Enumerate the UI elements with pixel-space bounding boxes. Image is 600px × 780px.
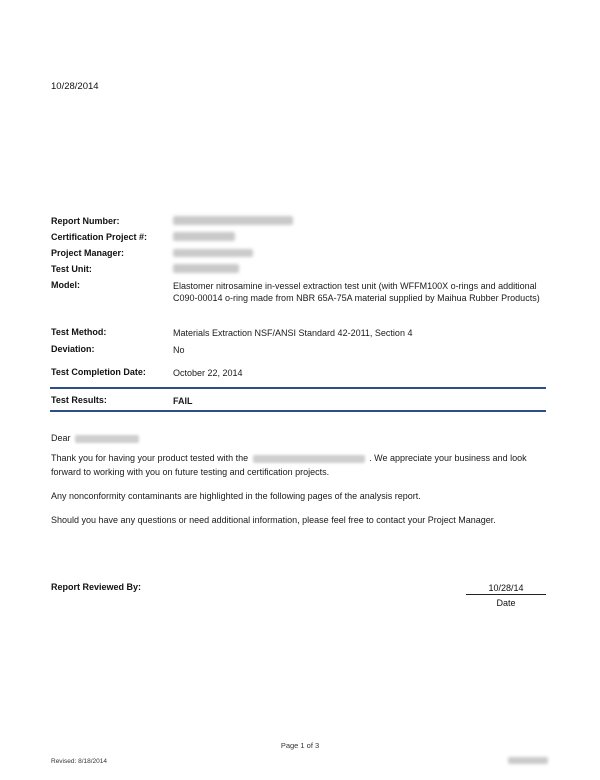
test-unit-redacted bbox=[173, 264, 239, 273]
test-method-value: Materials Extraction NSF/ANSI Standard 42-2011, Section 4 bbox=[173, 328, 413, 338]
deviation-value: No bbox=[173, 345, 185, 355]
deviation-label: Deviation: bbox=[51, 344, 95, 354]
salutation-text: Dear bbox=[51, 433, 71, 443]
review-date-line bbox=[466, 594, 546, 595]
lab-name-redacted bbox=[253, 455, 365, 463]
certification-project-redacted bbox=[173, 232, 235, 241]
revised-date: Revised: 8/18/2014 bbox=[51, 758, 108, 765]
report-date: 10/28/2014 bbox=[51, 81, 99, 92]
certification-project-label: Certification Project #: bbox=[51, 232, 148, 242]
report-number-label: Report Number: bbox=[51, 216, 120, 226]
results-bottom-rule bbox=[50, 410, 546, 412]
letter-paragraph-1 bbox=[51, 451, 547, 479]
paragraph-1-end: . We appreciate your business and look forward to working with you on future testing and certification projects. bbox=[51, 453, 527, 477]
project-manager-label: Project Manager: bbox=[51, 248, 125, 258]
letter-paragraph-3: Should you have any questions or need additional information, please feel free to contact your Project Manager. bbox=[51, 515, 496, 525]
results-top-rule bbox=[50, 387, 546, 389]
review-date-value: 10/28/14 bbox=[488, 583, 524, 593]
paragraph-1-start: Thank you for having your product tested with the bbox=[51, 453, 249, 463]
test-completion-date-label: Test Completion Date: bbox=[51, 367, 146, 377]
page-number: Page 1 of 3 bbox=[280, 741, 320, 750]
test-method-label: Test Method: bbox=[51, 327, 107, 337]
test-results-value: FAIL bbox=[173, 396, 193, 406]
recipient-redacted bbox=[75, 435, 139, 443]
letter-paragraph-2: Any nonconformity contaminants are highlighted in the following pages of the analysis report. bbox=[51, 491, 421, 501]
test-completion-date-value: October 22, 2014 bbox=[173, 368, 243, 378]
model-value: Elastomer nitrosamine in-vessel extraction test unit (with WFFM100X o-rings and additional C090-00014 o-ring made from NBR 65A-75A material supplied by Maihua Rubber Products) bbox=[173, 281, 540, 303]
project-manager-redacted bbox=[173, 249, 253, 257]
footer-code-redacted bbox=[508, 757, 548, 764]
test-results-label: Test Results: bbox=[51, 395, 107, 405]
test-unit-label: Test Unit: bbox=[51, 264, 92, 274]
report-reviewed-by-label: Report Reviewed By: bbox=[51, 582, 142, 592]
model-label: Model: bbox=[51, 280, 80, 290]
report-number-redacted bbox=[173, 216, 293, 225]
salutation bbox=[51, 431, 547, 445]
review-date-caption: Date bbox=[496, 598, 516, 608]
